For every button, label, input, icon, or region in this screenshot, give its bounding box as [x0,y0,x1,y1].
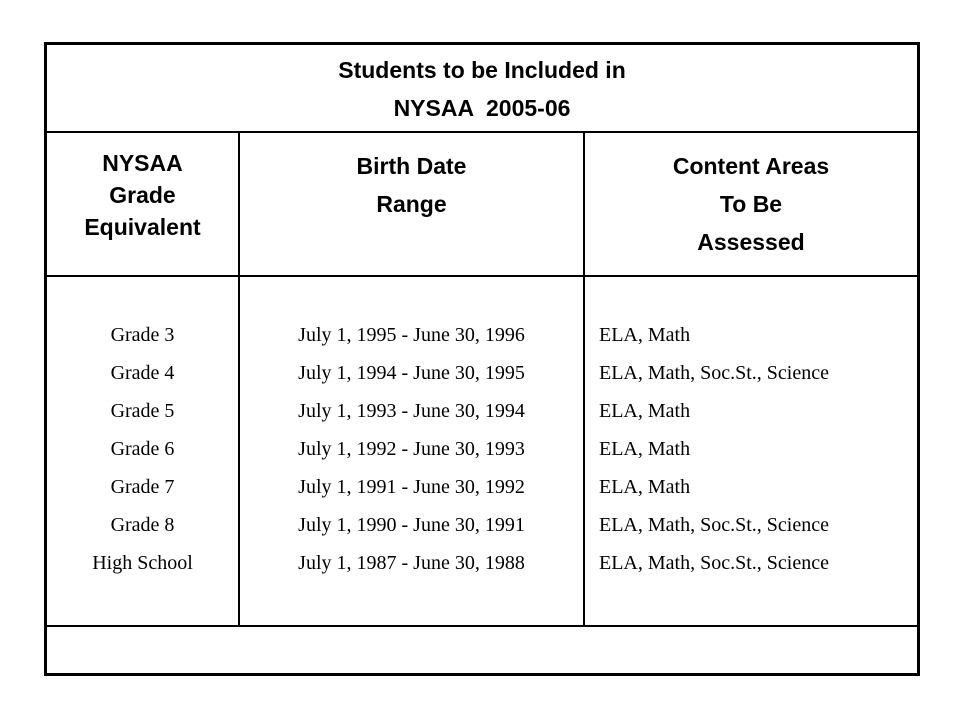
birth-range-cell: July 1, 1995 - June 30, 1996 [298,324,525,346]
content-areas-cell: ELA, Math [599,324,691,346]
header-content-areas [585,133,917,277]
grade-cell: Grade 6 [110,438,175,460]
header-content-line-2: To Be [719,191,783,217]
header-grade-equivalent [47,133,240,277]
title-line-1: Students to be Included in [338,57,626,83]
footer-divider [47,625,917,627]
header-grade-line-1: NYSAA [102,150,183,176]
header-grade-line-3: Equivalent [84,214,201,240]
content-areas-column [585,277,917,625]
birth-range-cell: July 1, 1990 - June 30, 1991 [298,514,525,536]
birth-range-cell: July 1, 1994 - June 30, 1995 [298,362,525,384]
header-content-line-3: Assessed [697,229,805,255]
grade-cell: Grade 8 [110,514,175,536]
birth-range-cell: July 1, 1992 - June 30, 1993 [298,438,525,460]
birth-range-column [240,277,585,625]
grade-cell: Grade 7 [110,476,175,498]
content-areas-cell: ELA, Math [599,476,691,498]
header-content-line-1: Content Areas [672,153,830,179]
content-areas-cell: ELA, Math [599,438,691,460]
students-table [44,42,920,676]
title-line-2: NYSAA 2005-06 [393,95,571,121]
table-title [47,45,917,133]
grade-cell: Grade 5 [110,400,175,422]
header-birth-line-1: Birth Date [356,153,467,179]
content-areas-cell: ELA, Math, Soc.St., Science [599,362,829,384]
grade-cell: Grade 4 [110,362,175,384]
birth-range-cell: July 1, 1987 - June 30, 1988 [298,552,525,574]
grade-cell: Grade 3 [110,324,175,346]
content-areas-cell: ELA, Math [599,400,691,422]
header-birth-line-2: Range [376,191,447,217]
content-areas-cell: ELA, Math, Soc.St., Science [599,514,829,536]
birth-range-cell: July 1, 1991 - June 30, 1992 [298,476,525,498]
grade-column [47,277,240,625]
header-grade-line-2: Grade [109,182,176,208]
birth-range-cell: July 1, 1993 - June 30, 1994 [298,400,525,422]
content-areas-cell: ELA, Math, Soc.St., Science [599,552,829,574]
header-birth-date-range [240,133,585,277]
grade-cell: High School [92,552,193,574]
